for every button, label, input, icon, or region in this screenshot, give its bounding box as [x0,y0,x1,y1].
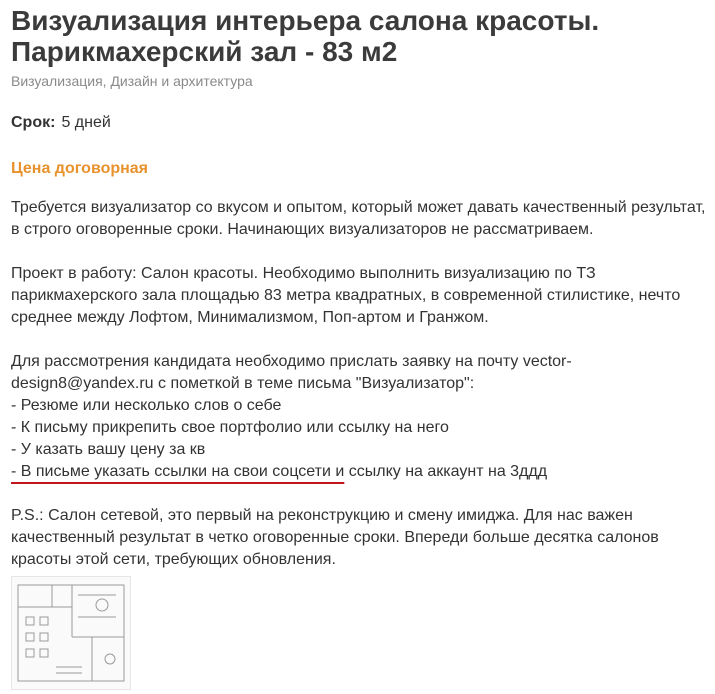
requirement-item [11,461,711,483]
deadline-value: 5 дней [61,114,111,131]
description-paragraph [11,263,711,329]
description-paragraph [11,505,711,571]
price-label: Цена договорная [11,160,149,177]
underlined-requirement-text: - В письме указать ссылки на свои соцсети и [11,463,345,480]
description-line: парикмахерского зала площадью 83 метра квадратных, в современной стилистике, нечто [11,287,681,304]
description-line: design8@yandex.ru с пометкой в теме письма "Визуализатор": [11,375,475,392]
deadline [11,114,111,132]
description-paragraph [11,351,711,483]
description-line: красоты этой сети, требующих обновления. [11,551,336,568]
description-line: Проект в работу: Салон красоты. Необходимо выполнить визуализацию по ТЗ [11,265,596,282]
description-line: качественный результат в четко оговоренные сроки. Впереди больше десятка салонов [11,529,659,546]
category-separator: , [102,73,111,89]
category-link-design[interactable]: Дизайн и архитектура [110,73,253,89]
requirement-item: - У казать вашу цену за кв [11,441,206,458]
page-title [11,5,711,67]
description-line: Для рассмотрения кандидата необходимо прислать заявку на почту vector- [11,353,572,370]
description-line: P.S.: Салон сетевой, это первый на реконструкцию и смену имиджа. Для нас важен [11,507,633,524]
title-line-2: Парикмахерский зал - 83 м2 [11,36,398,67]
requirement-text-rest: ссылку на аккаунт на 3ддд [344,463,548,480]
requirement-item: - Резюме или несколько слов о себе [11,397,282,414]
project-description [11,197,711,593]
description-line: среднее между Лофтом, Минимализмом, Поп-артом и Гранжом. [11,309,489,326]
description-paragraph [11,197,711,241]
floor-plan-thumbnail[interactable] [11,576,131,690]
description-line: в строго оговоренные сроки. Начинающих визуализаторов не рассматриваем. [11,221,594,238]
category-list [11,73,253,89]
title-line-1: Визуализация интерьера салона красоты. [11,5,600,36]
category-link-visualization[interactable]: Визуализация [11,73,103,89]
floor-plan-icon [12,577,130,689]
requirement-item: - К письму прикрепить свое портфолио или ссылку на него [11,419,449,436]
description-line: Требуется визуализатор со вкусом и опытом, который может давать качественный результат, [11,199,706,216]
deadline-label: Срок: [11,114,56,131]
